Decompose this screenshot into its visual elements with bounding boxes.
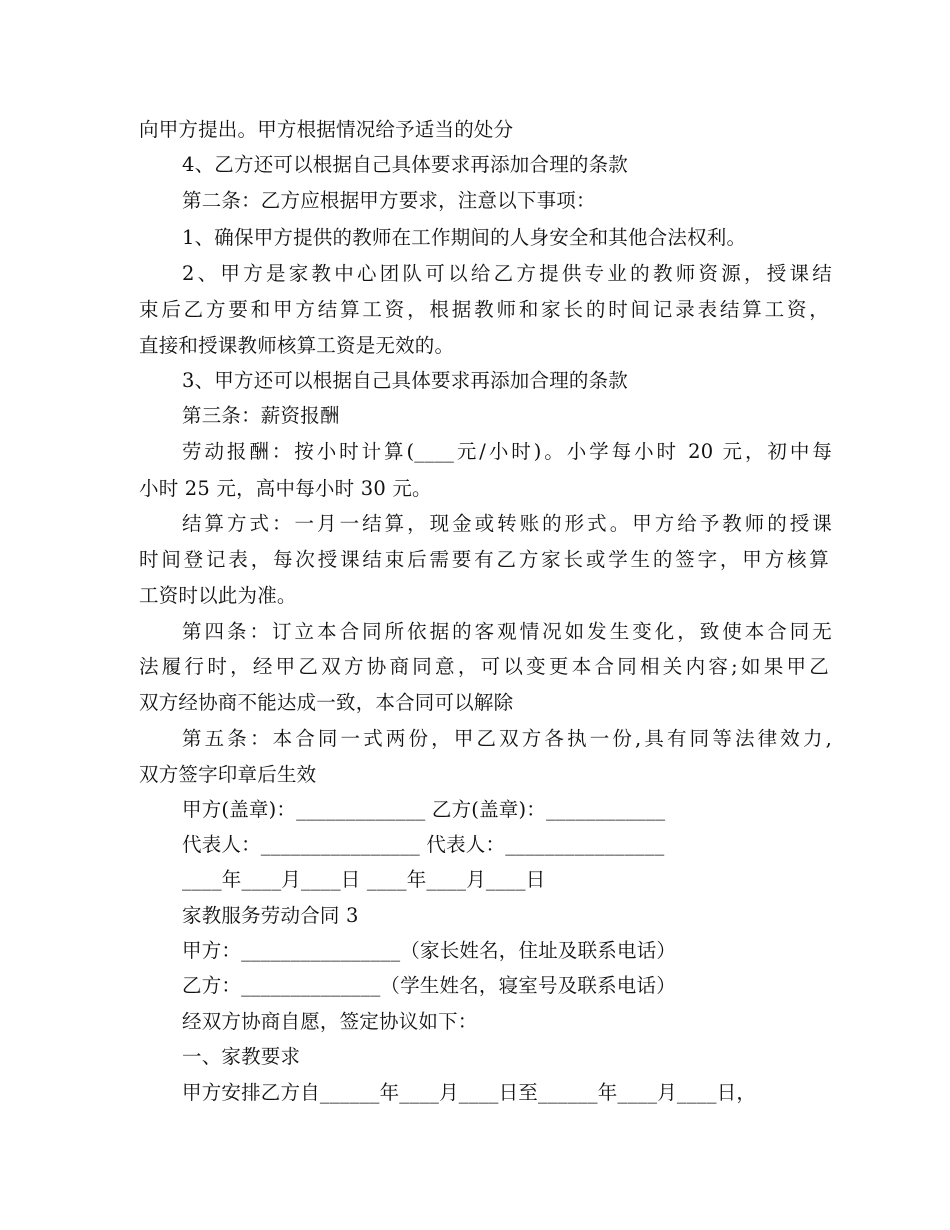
paragraph-line: 工资时以此为准。: [139, 584, 297, 607]
paragraph-line: 经双方协商自愿，签定协议如下：: [182, 1010, 478, 1033]
paragraph-line: 3、甲方还可以根据自己具体要求再添加合理的条款: [182, 369, 629, 392]
paragraph-line: 4、乙方还可以根据自己具体要求再添加合理的条款: [182, 153, 629, 176]
paragraph-line: 劳动报酬：按小时计算(____元/小时)。小学每小时 20 元，初中每: [182, 440, 832, 463]
paragraph-line: 第四条：订立本合同所依据的客观情况如发生变化，致使本合同无: [182, 620, 832, 643]
paragraph-line: 向甲方提出。甲方根据情况给予适当的处分: [139, 118, 514, 141]
paragraph-line: 第二条：乙方应根据甲方要求，注意以下事项：: [182, 189, 596, 212]
paragraph-line: 第五条：本合同一式两份，甲乙双方各执一份,具有同等法律效力,: [182, 727, 832, 750]
paragraph-line: 束后乙方要和甲方结算工资，根据教师和家长的时间记录表结算工资，: [139, 298, 829, 321]
section-heading: 一、家教要求: [182, 1045, 301, 1068]
paragraph-line: 双方签字印章后生效: [139, 763, 317, 786]
paragraph-line: 甲方安排乙方自______年____月____日至______年____月____日，: [182, 1081, 757, 1104]
signature-line-seal: 甲方(盖章)：_____________ 乙方(盖章)：____________: [182, 798, 666, 821]
paragraph-line: 双方经协商不能达成一致，本合同可以解除: [139, 691, 514, 714]
party-a-line: 甲方：________________（家长姓名，住址及联系电话）: [182, 939, 677, 962]
party-b-line: 乙方：______________（学生姓名，寝室号及联系电话）: [182, 974, 676, 997]
signature-line-date: ____年____月____日 ____年____月____日: [182, 868, 546, 891]
paragraph-line: 法履行时，经甲乙双方协商同意，可以变更本合同相关内容;如果甲乙: [139, 655, 829, 678]
section-heading: 第三条：薪资报酬: [182, 404, 340, 427]
paragraph-line: 小时 25 元，高中每小时 30 元。: [139, 477, 432, 500]
paragraph-line: 直接和授课教师核算工资是无效的。: [139, 334, 455, 357]
signature-line-representative: 代表人：________________ 代表人：________________: [182, 833, 665, 856]
paragraph-line: 结算方式：一月一结算，现金或转账的形式。甲方给予教师的授课: [182, 512, 832, 535]
paragraph-line: 时间登记表，每次授课结束后需要有乙方家长或学生的签字，甲方核算: [139, 548, 829, 571]
paragraph-line: 2、甲方是家教中心团队可以给乙方提供专业的教师资源，授课结: [182, 262, 832, 285]
paragraph-line: 1、确保甲方提供的教师在工作期间的人身安全和其他合法权利。: [182, 226, 747, 249]
contract-title: 家教服务劳动合同 3: [182, 904, 359, 927]
